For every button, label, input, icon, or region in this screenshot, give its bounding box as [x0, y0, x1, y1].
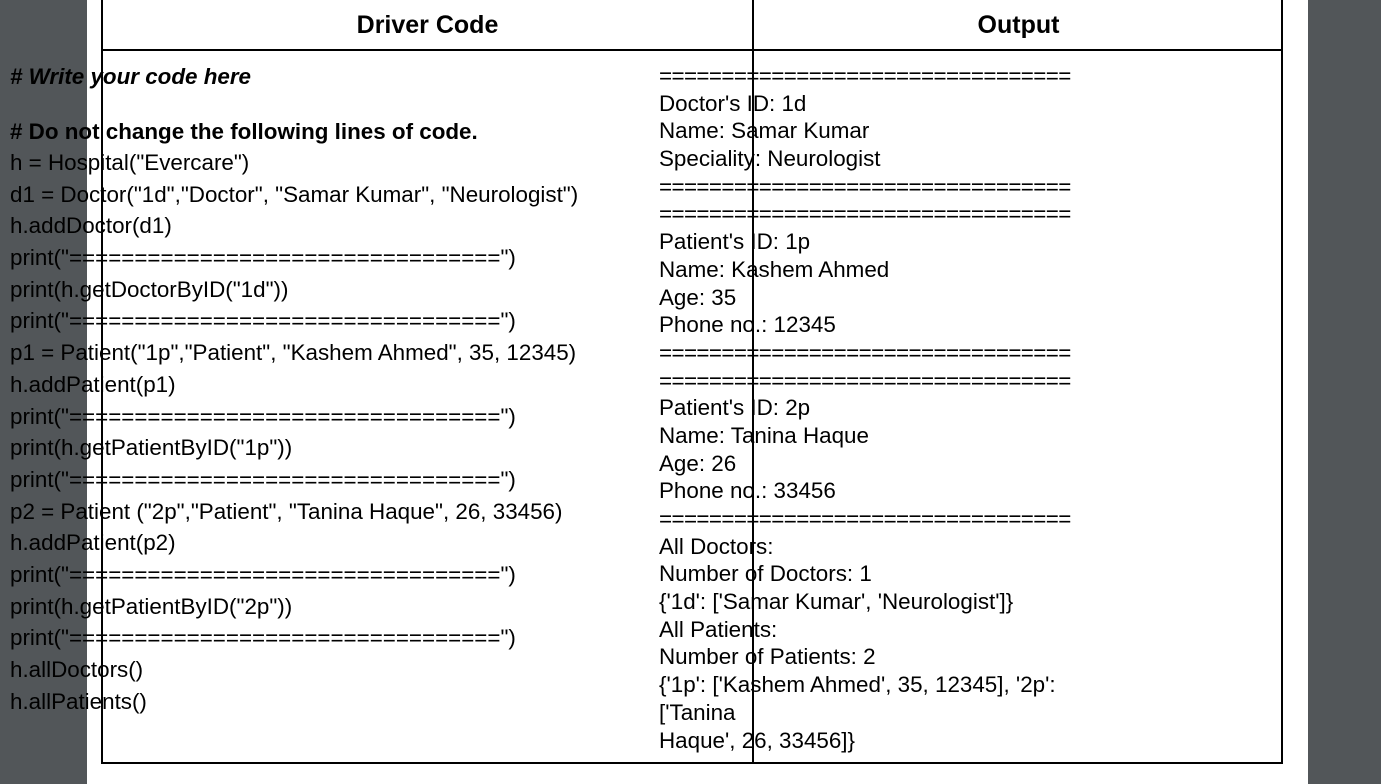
output-line: All Doctors:	[659, 533, 774, 559]
code-line: print("=================================")	[10, 308, 516, 334]
code-line: print("=================================")	[10, 625, 516, 651]
output-separator: =================================	[659, 201, 1071, 227]
output-line: Name: Kashem Ahmed	[659, 256, 890, 282]
output-line: All Patients:	[659, 616, 778, 642]
output-cell	[659, 62, 1174, 754]
output-line: {'1d': ['Samar Kumar', 'Neurologist']}	[659, 589, 1014, 615]
code-line: h.addPatient(p1)	[10, 371, 176, 397]
code-line: h = Hospital("Evercare")	[10, 150, 250, 175]
code-line: h.addDoctor(d1)	[10, 213, 172, 239]
output-line: Patient's ID: 2p	[659, 395, 811, 421]
output-separator: =================================	[659, 339, 1071, 365]
header-driver-code: Driver Code	[356, 10, 499, 39]
code-line: d1 = Doctor("1d","Doctor", "Samar Kumar", "Neurologist")	[10, 181, 579, 207]
output-line: Age: 35	[659, 284, 737, 310]
output-line: Haque', 26, 33456]}	[659, 727, 856, 753]
output-line: Number of Patients: 2	[659, 644, 876, 670]
output-line: Name: Tanina Haque	[659, 422, 869, 448]
output-separator: =================================	[659, 506, 1071, 531]
code-line: print("=================================")	[10, 403, 516, 429]
output-line: Speciality: Neurologist	[659, 146, 881, 172]
code-line: print("=================================")	[10, 245, 516, 271]
code-line: print(h.getDoctorByID("1d"))	[10, 276, 289, 302]
comment-do-not-change: # Do not change the following lines of code.	[10, 119, 478, 144]
output-line: Age: 26	[659, 450, 737, 476]
output-line: ['Tanina	[659, 699, 736, 725]
comment-write-code: # Write your code here	[10, 64, 251, 89]
code-line: h.allDoctors()	[10, 657, 144, 682]
code-line: h.addPatient(p2)	[10, 530, 176, 556]
code-line: print("=================================")	[10, 466, 516, 492]
output-separator: =================================	[659, 63, 1071, 88]
output-line: Number of Doctors: 1	[659, 561, 872, 587]
output-separator: =================================	[659, 367, 1071, 393]
code-line: print(h.getPatientByID("1p"))	[10, 435, 293, 461]
code-line: h.allPatients()	[10, 688, 147, 714]
code-line: print(h.getPatientByID("2p"))	[10, 593, 293, 619]
output-line: {'1p': ['Kashem Ahmed', 35, 12345], '2p':	[659, 672, 1056, 698]
blank-line	[10, 92, 640, 116]
output-line: Phone no.: 33456	[659, 478, 836, 504]
output-line: Phone no.: 12345	[659, 312, 836, 338]
output-separator: =================================	[659, 173, 1071, 199]
output-line: Name: Samar Kumar	[659, 118, 870, 144]
code-line: print("=================================")	[10, 561, 516, 587]
output-line: Doctor's ID: 1d	[659, 90, 807, 116]
code-line: p1 = Patient("1p","Patient", "Kashem Ahmed", 35, 12345)	[10, 340, 577, 366]
driver-code-cell	[10, 61, 640, 717]
header-output: Output	[977, 10, 1060, 39]
code-line: p2 = Patient ("2p","Patient", "Tanina Haque", 26, 33456)	[10, 498, 563, 524]
output-line: Patient's ID: 1p	[659, 229, 811, 255]
